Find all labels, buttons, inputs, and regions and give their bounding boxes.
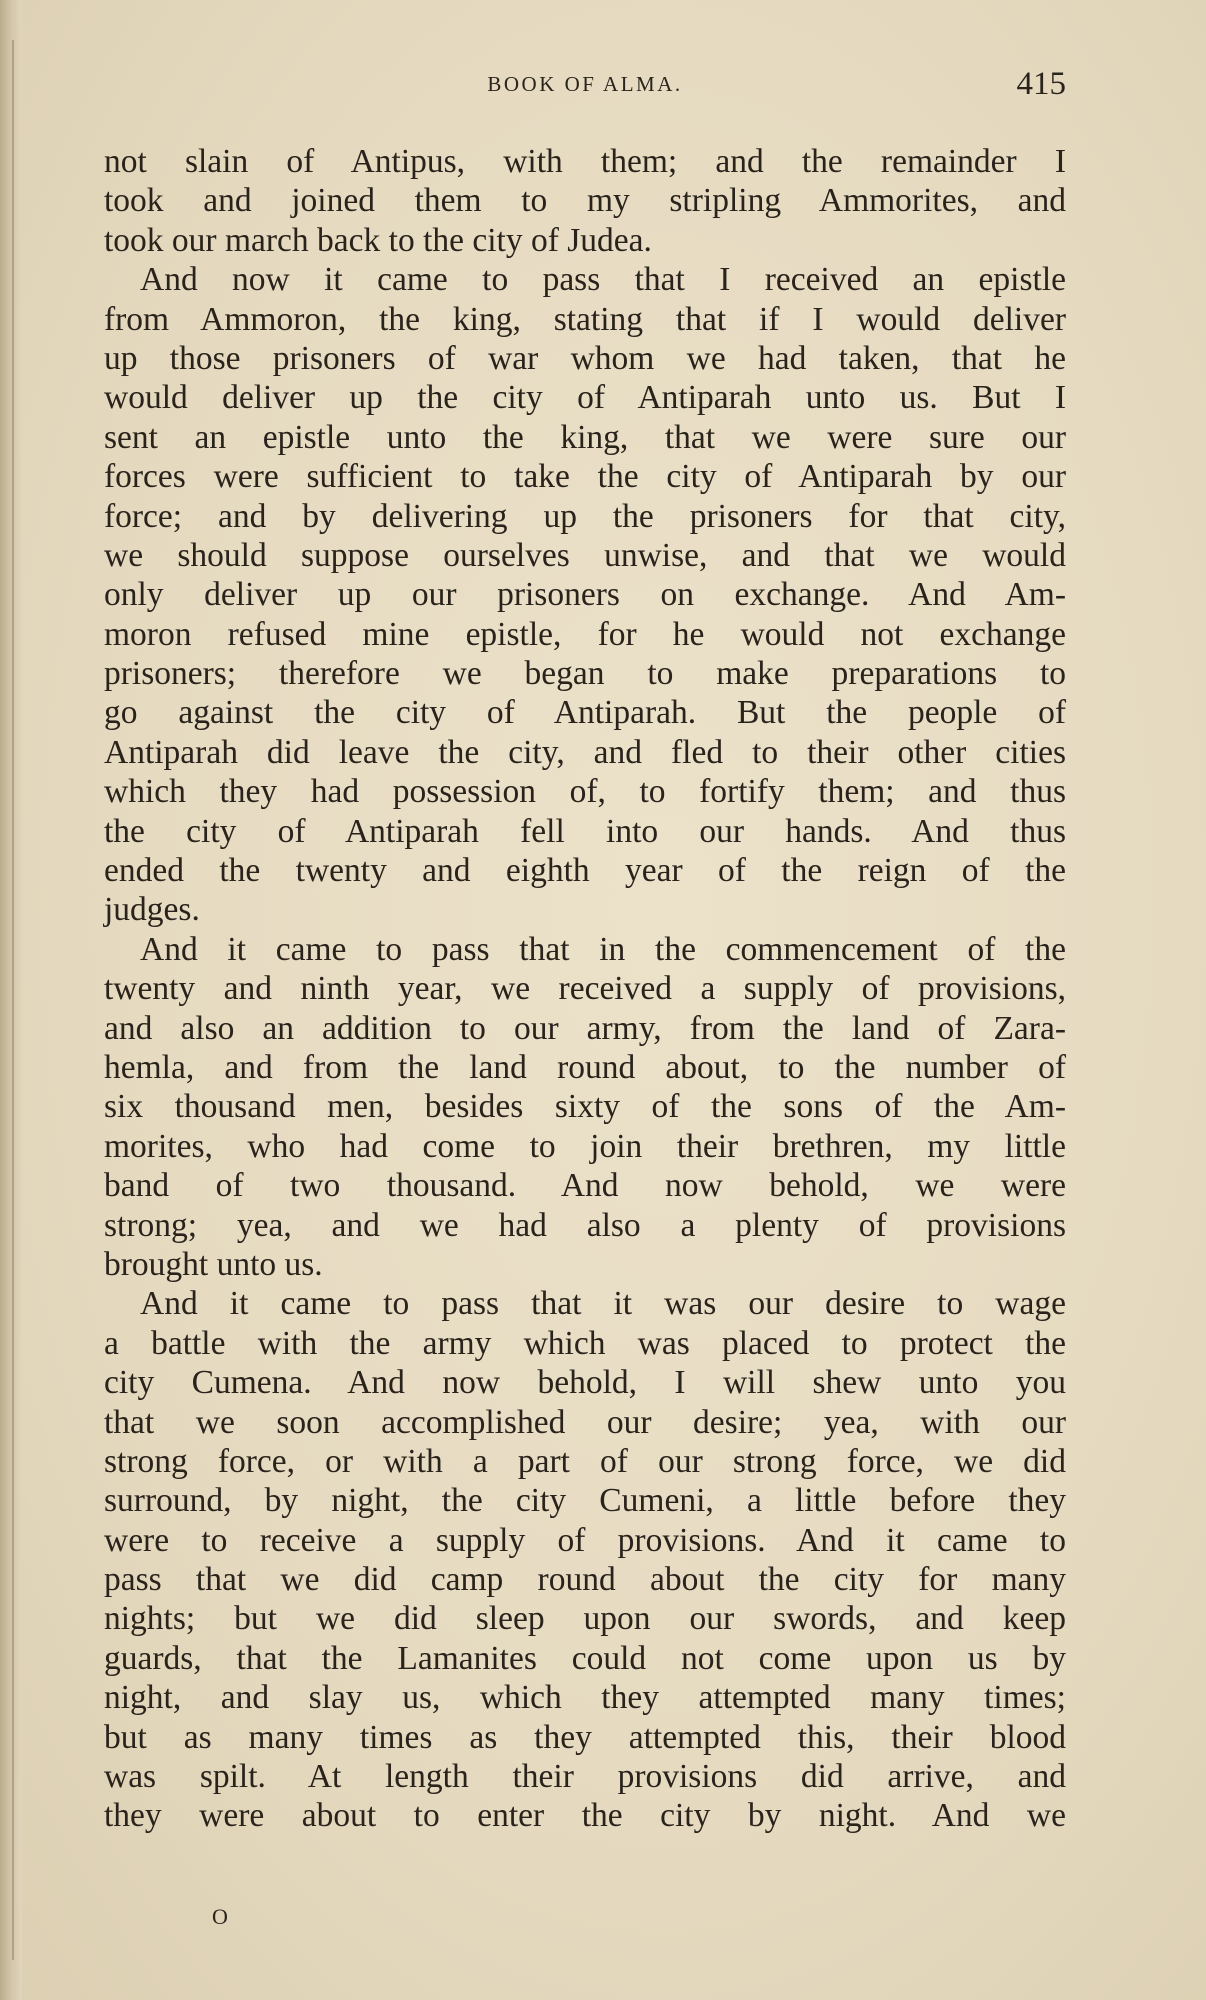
text-line: twenty and ninth year, we received a supply of provisions, xyxy=(104,970,1066,1008)
text-line: would deliver up the city of Antiparah unto us. But I xyxy=(104,379,1066,417)
text-line: go against the city of Antiparah. But the people of xyxy=(104,694,1066,732)
text-line: forces were sufficient to take the city of Antiparah by our xyxy=(104,458,1066,496)
text-line: guards, that the Lamanites could not come upon us by xyxy=(104,1639,1066,1677)
paragraph xyxy=(104,1284,1066,1835)
text-line: band of two thousand. And now behold, we were xyxy=(104,1167,1066,1205)
text-line: a battle with the army which was placed to protect the xyxy=(104,1324,1066,1362)
text-line: not slain of Antipus, with them; and the remainder I xyxy=(104,143,1066,180)
text-line: ended the twenty and eighth year of the reign of the xyxy=(104,852,1066,890)
text-line: took and joined them to my stripling Ammorites, and xyxy=(104,182,1066,220)
page-number: 415 xyxy=(1016,66,1066,102)
text-line: pass that we did camp round about the city for many xyxy=(104,1561,1066,1599)
text-line: six thousand men, besides sixty of the sons of the Am- xyxy=(104,1088,1066,1126)
text-line: sent an epistle unto the king, that we were sure our xyxy=(104,418,1066,456)
text-line: Antiparah did leave the city, and fled to their other cities xyxy=(104,733,1066,771)
gutter-fold-line xyxy=(12,40,14,1960)
text-line: they were about to enter the city by night. And we xyxy=(104,1797,1066,1835)
text-line: but as many times as they attempted this, their blood xyxy=(104,1718,1066,1756)
text-line: And it came to pass that in the commencement of the xyxy=(140,930,1066,968)
text-line: And now it came to pass that I received an epistle xyxy=(140,261,1066,299)
text-line: that we soon accomplished our desire; yea, with our xyxy=(104,1403,1066,1441)
running-head: BOOK OF ALMA. xyxy=(487,72,683,96)
text-line: moron refused mine epistle, for he would not exchange xyxy=(104,615,1066,653)
text-line: force; and by delivering up the prisoners for that city, xyxy=(104,497,1066,535)
paragraph xyxy=(104,142,1066,260)
text-line: were to receive a supply of provisions. And it came to xyxy=(104,1521,1066,1559)
text-line: the city of Antiparah fell into our hands. And thus xyxy=(104,812,1066,850)
text-line: and also an addition to our army, from the land of Zara- xyxy=(104,1009,1066,1047)
text-line: nights; but we did sleep upon our swords, and keep xyxy=(104,1600,1066,1638)
text-line: strong force, or with a part of our strong force, we did xyxy=(104,1442,1066,1480)
text-line: was spilt. At length their provisions did arrive, and xyxy=(104,1758,1066,1796)
text-line: strong; yea, and we had also a plenty of provisions xyxy=(104,1206,1066,1244)
text-line: city Cumena. And now behold, I will shew unto you xyxy=(104,1364,1066,1402)
paragraph xyxy=(104,260,1066,930)
page-header xyxy=(104,66,1066,110)
text-line: we should suppose ourselves unwise, and that we would xyxy=(104,536,1066,574)
body-text xyxy=(104,142,1066,1836)
text-line: judges. xyxy=(104,891,200,929)
text-line: morites, who had come to join their brethren, my little xyxy=(104,1127,1066,1165)
text-line: hemla, and from the land round about, to the number of xyxy=(104,1048,1066,1086)
text-line: took our march back to the city of Judea. xyxy=(104,221,652,259)
text-line: brought unto us. xyxy=(104,1245,323,1283)
text-line: prisoners; therefore we began to make preparations to xyxy=(104,655,1066,693)
text-line: night, and slay us, which they attempted many times; xyxy=(104,1679,1066,1717)
text-line: which they had possession of, to fortify them; and thus xyxy=(104,773,1066,811)
text-line: only deliver up our prisoners on exchange. And Am- xyxy=(104,576,1066,614)
text-line: surround, by night, the city Cumeni, a little before they xyxy=(104,1482,1066,1520)
text-line: up those prisoners of war whom we had taken, that he xyxy=(104,339,1066,377)
text-line: from Ammoron, the king, stating that if I would deliver xyxy=(104,300,1066,338)
binding-gutter xyxy=(0,0,22,2000)
text-line: And it came to pass that it was our desire to wage xyxy=(140,1285,1066,1323)
paragraph xyxy=(104,930,1066,1285)
signature-mark: O xyxy=(212,1904,228,1929)
